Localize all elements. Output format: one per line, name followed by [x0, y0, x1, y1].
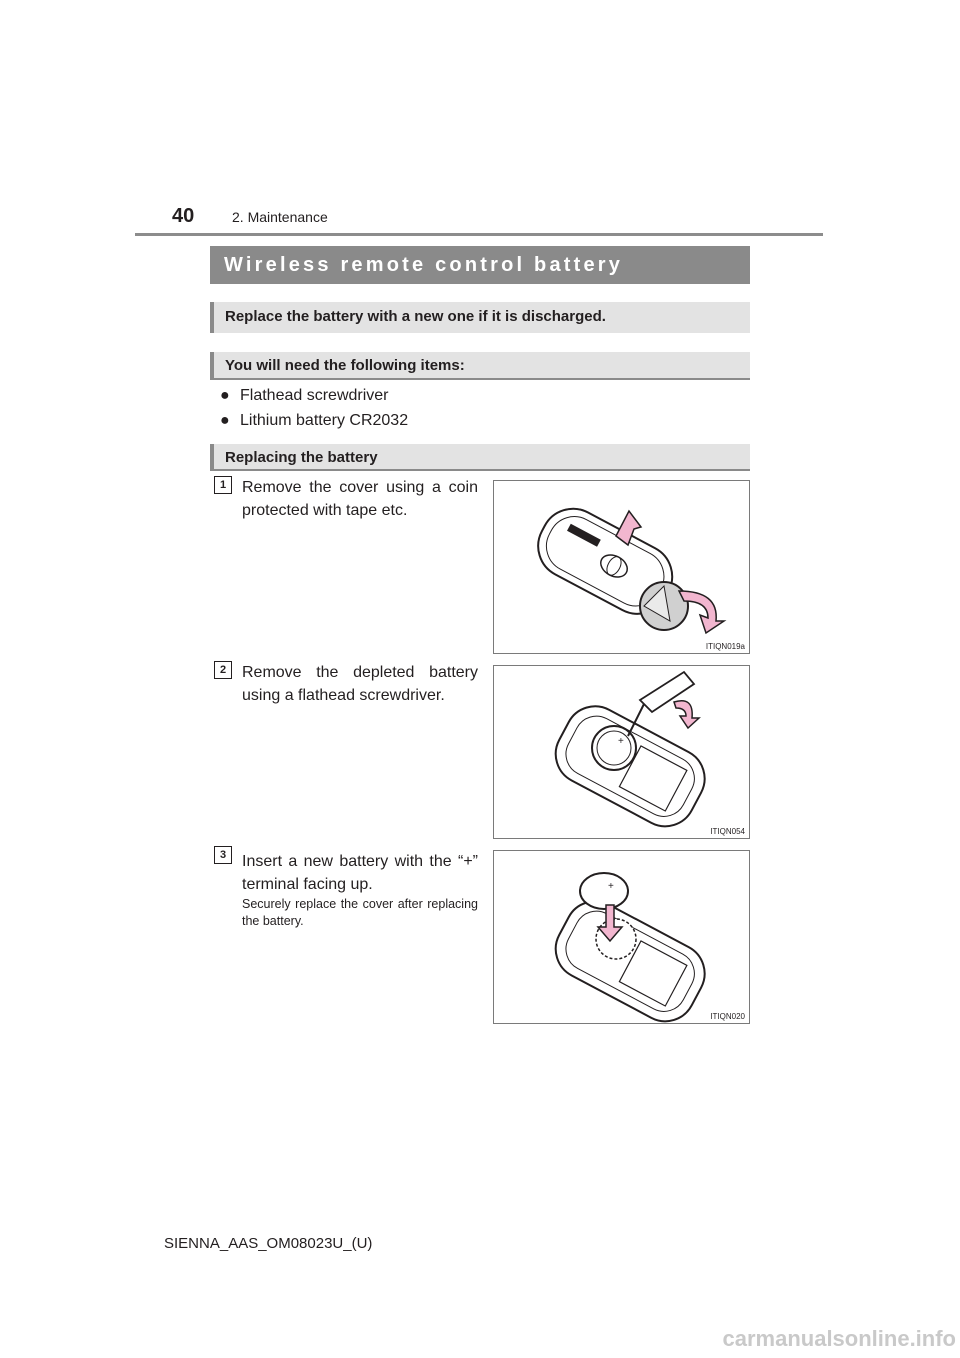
- step-figure: [493, 665, 750, 839]
- step-number: 2: [214, 661, 232, 679]
- battery-insert-icon: [494, 851, 751, 1025]
- svg-text:+: +: [618, 736, 624, 747]
- svg-text:+: +: [608, 881, 614, 892]
- step-number: 1: [214, 476, 232, 494]
- chapter-title: 2. Maintenance: [232, 209, 328, 225]
- figure-code: ITIQN019a: [705, 642, 745, 651]
- intro-text: Replace the battery with a new one if it is discharged.: [225, 308, 606, 325]
- step-text: Remove the depleted battery using a flathead screwdriver.: [242, 664, 478, 704]
- page-number: 40: [172, 205, 195, 227]
- bullet-icon: ●: [220, 387, 230, 404]
- step-note: Securely replace the cover after replacing the battery.: [242, 897, 478, 928]
- step-figure: [493, 480, 750, 654]
- items-box-title: You will need the following items:: [225, 357, 465, 374]
- intro-box: [210, 302, 750, 333]
- step-number: 3: [214, 846, 232, 864]
- step-text: Remove the cover using a coin protected with tape etc.: [242, 479, 478, 519]
- list-item-text: Flathead screwdriver: [240, 387, 389, 404]
- list-item-text: Lithium battery CR2032: [240, 412, 409, 429]
- header-rule: [135, 233, 823, 236]
- step-text: Insert a new battery with the “+” terminal facing up.: [242, 853, 478, 893]
- watermark: carmanualsonline.info: [722, 1326, 956, 1351]
- replace-box: [210, 444, 750, 471]
- list-item: [220, 387, 389, 405]
- list-item: [220, 412, 408, 430]
- figure-code: ITIQN020: [710, 1012, 745, 1021]
- section-title: Wireless remote control battery: [210, 246, 750, 284]
- items-box: [210, 352, 750, 380]
- bullet-icon: ●: [220, 412, 230, 429]
- footer-doc-id: SIENNA_AAS_OM08023U_(U): [164, 1235, 373, 1252]
- screwdriver-battery-icon: [494, 666, 751, 840]
- step-figure: [493, 850, 750, 1024]
- key-fob-coin-icon: [494, 481, 751, 655]
- replace-box-title: Replacing the battery: [225, 449, 378, 466]
- figure-code: ITIQN054: [710, 827, 745, 836]
